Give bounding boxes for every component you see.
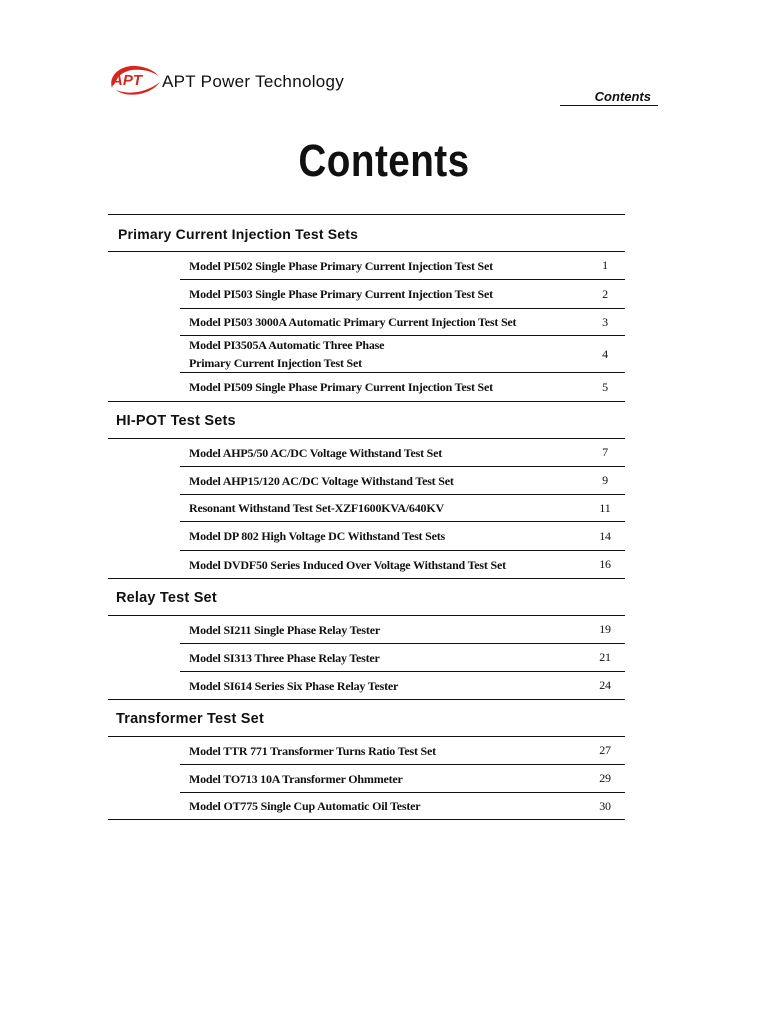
toc-entry-title — [180, 285, 585, 303]
toc-entry-title — [180, 527, 585, 545]
toc-entry-title-line: Model TO713 10A Transformer Ohmmeter — [189, 771, 403, 786]
table-of-contents — [108, 214, 625, 820]
toc-entry[interactable] — [180, 616, 625, 644]
toc-entry-title-line: Model SI313 Three Phase Relay Tester — [189, 650, 380, 665]
toc-entry-title-line: Model PI503 3000A Automatic Primary Current Injection Test Set — [189, 315, 517, 329]
toc-entry-title — [180, 649, 585, 667]
company-name: APT Power Technology — [162, 72, 345, 91]
toc-entry-title — [180, 556, 585, 574]
toc-entry-title-line: Model PI502 Single Phase Primary Current Injection Test Set — [189, 258, 493, 273]
toc-entry[interactable] — [180, 765, 625, 793]
toc-entry[interactable] — [180, 439, 625, 467]
toc-entry-title-line: Model PI3505A Automatic Three Phase — [189, 338, 385, 352]
toc-entry-title — [180, 742, 585, 760]
toc-entry-page-number: 3 — [602, 314, 608, 329]
toc-entry[interactable] — [180, 522, 625, 551]
page-title: Contents — [298, 135, 470, 186]
toc-entry-page-number: 1 — [602, 258, 608, 272]
toc-entry[interactable] — [180, 336, 625, 373]
toc-entry-title — [180, 378, 585, 396]
toc-entry[interactable] — [180, 737, 625, 765]
header-rule — [560, 105, 658, 106]
toc-entry-page-number: 30 — [599, 798, 611, 813]
toc-entry-title-line: Model AHP15/120 AC/DC Voltage Withstand Test Set — [189, 473, 454, 488]
toc-bottom-rule — [108, 819, 625, 820]
toc-entry-title — [180, 313, 585, 331]
toc-entry-list — [108, 439, 625, 578]
toc-entry-page-number: 21 — [599, 650, 611, 664]
toc-entry-title — [180, 797, 585, 815]
toc-entry-title — [180, 472, 585, 490]
toc-entry-title — [180, 336, 585, 372]
toc-entry-page-number: 24 — [599, 678, 611, 692]
toc-entry-title-line: Model SI211 Single Phase Relay Tester — [189, 622, 380, 637]
toc-entry[interactable] — [180, 467, 625, 495]
toc-entry-page-number: 27 — [599, 743, 611, 757]
toc-entry-title — [180, 621, 585, 639]
toc-entry-page-number: 4 — [602, 346, 608, 361]
apt-logo — [106, 62, 162, 98]
toc-entry[interactable] — [180, 644, 625, 672]
toc-entry-title-line: Resonant Withstand Test Set-XZF1600KVA/640KV — [189, 501, 444, 515]
toc-entry-title — [180, 770, 585, 788]
section-heading: Primary Current Injection Test Sets — [118, 226, 359, 242]
toc-entry-title-line: Model AHP5/50 AC/DC Voltage Withstand Test Set — [189, 445, 443, 460]
toc-entry[interactable] — [180, 495, 625, 522]
toc-entry-page-number: 14 — [599, 528, 611, 543]
section-heading: Relay Test Set — [116, 590, 217, 606]
toc-entry[interactable] — [180, 280, 625, 309]
toc-entry-title-line: Primary Current Injection Test Set — [189, 356, 362, 370]
section-heading: HI-POT Test Sets — [116, 413, 236, 429]
section-heading: Transformer Test Set — [116, 711, 264, 727]
toc-entry-title-line: Model PI509 Single Phase Primary Current Injection Test Set — [189, 380, 493, 394]
toc-entry[interactable] — [180, 309, 625, 336]
toc-entry[interactable] — [180, 672, 625, 699]
toc-entry-page-number: 19 — [599, 622, 611, 636]
toc-entry-title — [180, 499, 585, 517]
toc-entry-title-line: Model DP 802 High Voltage DC Withstand Test Sets — [189, 529, 445, 543]
toc-entry-title-line: Model TTR 771 Transformer Turns Ratio Test Set — [189, 743, 436, 758]
toc-entry-title-line: Model PI503 Single Phase Primary Current Injection Test Set — [189, 287, 493, 301]
toc-entry-list — [108, 737, 625, 819]
toc-entry-page-number: 11 — [599, 500, 611, 515]
toc-entry[interactable] — [180, 252, 625, 280]
toc-entry-page-number: 5 — [602, 379, 608, 394]
toc-entry-title-line: Model DVDF50 Series Induced Over Voltage Withstand Test Set — [189, 557, 506, 572]
toc-entry-title — [180, 257, 585, 275]
toc-entry-title — [180, 444, 585, 462]
apt-logo-text: APT — [112, 72, 142, 89]
running-header-section: Contents — [594, 89, 651, 104]
toc-entry-page-number: 9 — [602, 473, 608, 487]
toc-entry-page-number: 16 — [599, 557, 611, 571]
toc-entry[interactable] — [180, 551, 625, 578]
toc-entry-title-line: Model OT775 Single Cup Automatic Oil Tester — [189, 799, 421, 813]
toc-entry-page-number: 29 — [599, 771, 611, 785]
toc-entry-page-number: 7 — [602, 445, 608, 459]
toc-entry-page-number: 2 — [602, 286, 608, 301]
toc-entry-list — [108, 252, 625, 401]
toc-entry[interactable] — [180, 793, 625, 819]
toc-entry-list — [108, 616, 625, 699]
toc-entry-title — [180, 677, 585, 695]
toc-entry[interactable] — [180, 373, 625, 401]
toc-entry-title-line: Model SI614 Series Six Phase Relay Tester — [189, 678, 399, 693]
